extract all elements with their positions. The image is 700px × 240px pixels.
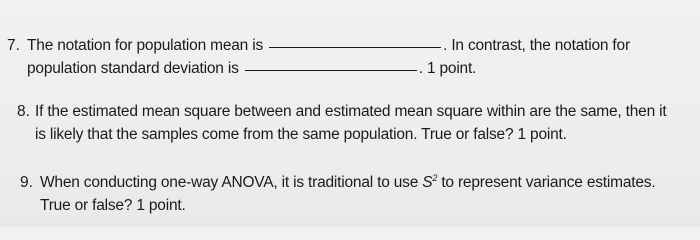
- variance-symbol-base: S: [422, 174, 433, 191]
- variance-symbol: [422, 174, 437, 191]
- question-9-text-part-2: to represent variance estimates.: [441, 174, 656, 191]
- question-7-number: 7.: [7, 37, 20, 54]
- question-7-text-part-3: population standard deviation is: [27, 60, 239, 77]
- question-7-line-1: [27, 37, 630, 55]
- variance-symbol-exponent: 2: [432, 173, 438, 183]
- question-8-line-1: If the estimated mean square between and estimated mean square within are the same, then it: [35, 103, 667, 120]
- question-9-line-2: True or false? 1 point.: [40, 197, 186, 214]
- question-7-answer-blank-mean[interactable]: [269, 46, 441, 48]
- question-7-answer-blank-sd[interactable]: [245, 69, 417, 71]
- question-9-text-part-1: When conducting one-way ANOVA, it is traditional to use: [40, 174, 419, 191]
- question-7-text-part-4: . 1 point.: [418, 60, 477, 77]
- question-7-text-part-1: The notation for population mean is: [27, 37, 263, 54]
- question-8-line-2: is likely that the samples come from the same population. True or false? 1 point.: [35, 126, 567, 143]
- question-7-text-part-2: . In contrast, the notation for: [443, 37, 630, 54]
- question-8-number: 8.: [17, 103, 30, 120]
- question-9-line-1: [40, 174, 655, 192]
- question-7-line-2: [27, 60, 476, 78]
- question-9-number: 9.: [20, 174, 33, 191]
